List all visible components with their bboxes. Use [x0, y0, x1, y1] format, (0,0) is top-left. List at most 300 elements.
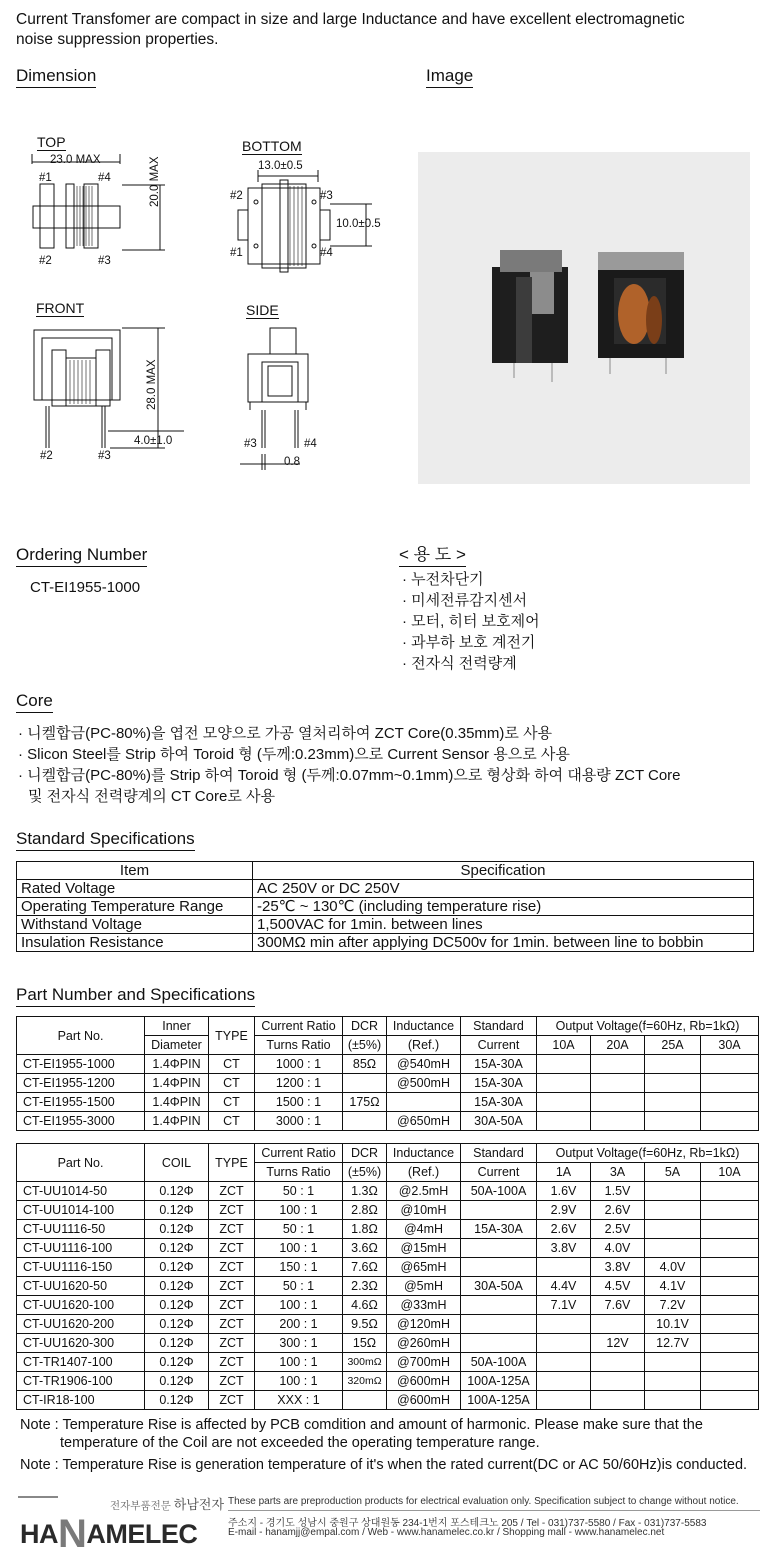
- table-cell: [701, 1353, 759, 1372]
- table-row: [17, 1258, 759, 1277]
- table-cell: CT-EI1955-3000: [17, 1112, 145, 1131]
- spec-item: Insulation Resistance: [17, 934, 253, 952]
- table-cell: 50A-100A: [461, 1182, 537, 1201]
- core-item: 및 전자식 전력량계의 CT Core로 사용: [28, 788, 275, 805]
- col-current: Current: [461, 1163, 537, 1182]
- table-cell: 30A-50A: [461, 1112, 537, 1131]
- standard-specs-table: [16, 861, 754, 952]
- table-cell: 100 : 1: [255, 1296, 343, 1315]
- table-cell: [537, 1074, 591, 1093]
- dimension-drawing: [0, 150, 400, 480]
- table-cell: CT: [209, 1055, 255, 1074]
- table-cell: [645, 1112, 701, 1131]
- table-cell: 4.0V: [645, 1258, 701, 1277]
- table-cell: CT-TR1407-100: [17, 1353, 145, 1372]
- ordering-number-heading: Ordering Number: [16, 545, 147, 567]
- top-height-dim: 20.0 MAX: [149, 156, 161, 207]
- table-cell: 320mΩ: [343, 1372, 387, 1391]
- col-current-ratio: Current Ratio: [255, 1017, 343, 1036]
- table-cell: CT-UU1620-50: [17, 1277, 145, 1296]
- table-cell: @15mH: [387, 1239, 461, 1258]
- table-cell: CT-UU1620-100: [17, 1296, 145, 1315]
- table-cell: 15A-30A: [461, 1093, 537, 1112]
- table-cell: 200 : 1: [255, 1315, 343, 1334]
- table-cell: [645, 1353, 701, 1372]
- core-heading: Core: [16, 691, 53, 713]
- table-cell: [537, 1315, 591, 1334]
- table-cell: [645, 1055, 701, 1074]
- col-inductance: Inductance: [387, 1017, 461, 1036]
- table-row: [17, 1353, 759, 1372]
- table-cell: [701, 1112, 759, 1131]
- company-logo: [20, 1508, 198, 1556]
- table-row: [17, 1334, 759, 1353]
- table-cell: [645, 1182, 701, 1201]
- table-row: [17, 880, 754, 898]
- table-cell: 4.6Ω: [343, 1296, 387, 1315]
- table-cell: 175Ω: [343, 1093, 387, 1112]
- footer-divider: [228, 1510, 760, 1511]
- table-cell: 15A-30A: [461, 1220, 537, 1239]
- table-cell: [645, 1220, 701, 1239]
- table-cell: ZCT: [209, 1391, 255, 1410]
- table-cell: CT: [209, 1112, 255, 1131]
- table-cell: ZCT: [209, 1182, 255, 1201]
- table-cell: [591, 1315, 645, 1334]
- spec-value: 1,500VAC for 1min. between lines: [253, 916, 754, 934]
- table-cell: 3000 : 1: [255, 1112, 343, 1131]
- bottom-width-dim: 13.0±0.5: [258, 160, 303, 172]
- table-cell: ZCT: [209, 1277, 255, 1296]
- table-cell: 4.5V: [591, 1277, 645, 1296]
- table-header-row: [17, 1017, 759, 1036]
- col-ref: (Ref.): [387, 1163, 461, 1182]
- usage-list: [402, 569, 540, 674]
- col-turns-ratio: Turns Ratio: [255, 1036, 343, 1055]
- col-v4: 10A: [701, 1163, 759, 1182]
- front-pin-3: #3: [98, 450, 111, 462]
- table-cell: [701, 1182, 759, 1201]
- table-cell: [701, 1315, 759, 1334]
- table-cell: 1.6V: [537, 1182, 591, 1201]
- table-row: [17, 1239, 759, 1258]
- table-cell: 0.12Φ: [145, 1334, 209, 1353]
- bottom-pin-3: #3: [320, 190, 333, 202]
- bottom-pin-2: #2: [230, 190, 243, 202]
- table-cell: @540mH: [387, 1055, 461, 1074]
- spec-item: Rated Voltage: [17, 880, 253, 898]
- table-cell: ZCT: [209, 1220, 255, 1239]
- table-cell: 9.5Ω: [343, 1315, 387, 1334]
- table-cell: 1.4ΦPIN: [145, 1112, 209, 1131]
- side-pin-3: #3: [244, 438, 257, 450]
- table-cell: [591, 1074, 645, 1093]
- table-cell: 0.12Φ: [145, 1296, 209, 1315]
- top-width-dim: 23.0 MAX: [50, 154, 101, 166]
- table-cell: 1.4ΦPIN: [145, 1074, 209, 1093]
- bottom-height-dim: 10.0±0.5: [336, 218, 381, 230]
- table-cell: CT: [209, 1093, 255, 1112]
- col-v1: 10A: [537, 1036, 591, 1055]
- ct-parts-table: [16, 1016, 759, 1131]
- table-cell: 4.4V: [537, 1277, 591, 1296]
- dimension-heading: Dimension: [16, 66, 96, 88]
- table-cell: 50 : 1: [255, 1277, 343, 1296]
- intro-text: [16, 10, 766, 50]
- table-cell: 100 : 1: [255, 1372, 343, 1391]
- table-cell: [461, 1239, 537, 1258]
- footer-address: 주소지 - 경기도 성남시 중원구 상대원동 234-1번지 포스테크노 205 / Tel - 031)737-5580 / Fax - 031)737-5583: [228, 1518, 707, 1529]
- table-cell: 0.12Φ: [145, 1277, 209, 1296]
- table-cell: [701, 1277, 759, 1296]
- table-cell: @650mH: [387, 1112, 461, 1131]
- spec-item: Operating Temperature Range: [17, 898, 253, 916]
- table-cell: [537, 1353, 591, 1372]
- table-cell: [591, 1093, 645, 1112]
- table-cell: 0.12Φ: [145, 1372, 209, 1391]
- col-coil: COIL: [145, 1144, 209, 1182]
- table-cell: [701, 1220, 759, 1239]
- spec-item: Withstand Voltage: [17, 916, 253, 934]
- footer-rule-left: [18, 1496, 58, 1498]
- front-height-dim: 28.0 MAX: [146, 359, 158, 410]
- intro-line-1: Current Transfomer are compact in size and large Inductance and have excellent electromagnetic: [16, 11, 685, 28]
- table-cell: 7.2V: [645, 1296, 701, 1315]
- table-cell: 4.1V: [645, 1277, 701, 1296]
- table-cell: ZCT: [209, 1353, 255, 1372]
- image-heading: Image: [426, 66, 473, 88]
- col-dcr: DCR: [343, 1017, 387, 1036]
- table-cell: 2.9V: [537, 1201, 591, 1220]
- table-cell: [701, 1391, 759, 1410]
- top-pin-4: #4: [98, 172, 111, 184]
- top-pin-1: #1: [39, 172, 52, 184]
- table-cell: 12V: [591, 1334, 645, 1353]
- table-cell: [645, 1372, 701, 1391]
- col-v1: 1A: [537, 1163, 591, 1182]
- table-row: [17, 1093, 759, 1112]
- col-current-ratio: Current Ratio: [255, 1144, 343, 1163]
- table-cell: @2.5mH: [387, 1182, 461, 1201]
- col-v4: 30A: [701, 1036, 759, 1055]
- table-cell: 0.12Φ: [145, 1353, 209, 1372]
- table-cell: CT: [209, 1074, 255, 1093]
- table-cell: ZCT: [209, 1258, 255, 1277]
- col-standard: Standard: [461, 1144, 537, 1163]
- table-cell: [645, 1391, 701, 1410]
- col-part-no: Part No.: [17, 1017, 145, 1055]
- usage-item: · 미세전류감지센서: [402, 592, 528, 609]
- top-pin-2: #2: [39, 255, 52, 267]
- col-diameter: Diameter: [145, 1036, 209, 1055]
- table-cell: ZCT: [209, 1315, 255, 1334]
- table-cell: @260mH: [387, 1334, 461, 1353]
- table-cell: [701, 1055, 759, 1074]
- col-v2: 3A: [591, 1163, 645, 1182]
- table-cell: [701, 1093, 759, 1112]
- table-cell: @5mH: [387, 1277, 461, 1296]
- table-cell: 0.12Φ: [145, 1220, 209, 1239]
- table-cell: [701, 1372, 759, 1391]
- table-cell: [461, 1201, 537, 1220]
- table-cell: 4.0V: [591, 1239, 645, 1258]
- col-inductance: Inductance: [387, 1144, 461, 1163]
- note-1-line-2: temperature of the Coil are not exceeded the operating temperature range.: [60, 1435, 540, 1451]
- table-cell: @600mH: [387, 1391, 461, 1410]
- table-cell: 1200 : 1: [255, 1074, 343, 1093]
- table-cell: XXX : 1: [255, 1391, 343, 1410]
- table-cell: 0.12Φ: [145, 1239, 209, 1258]
- header-specification: Specification: [253, 862, 754, 880]
- zct-parts-table: [16, 1143, 759, 1410]
- table-header-row: [17, 862, 754, 880]
- table-cell: CT-EI1955-1200: [17, 1074, 145, 1093]
- table-cell: 3.6Ω: [343, 1239, 387, 1258]
- table-cell: [343, 1074, 387, 1093]
- table-cell: CT-EI1955-1000: [17, 1055, 145, 1074]
- table-row: [17, 1112, 759, 1131]
- note-1: [20, 1416, 770, 1452]
- table-cell: 1000 : 1: [255, 1055, 343, 1074]
- header-item: Item: [17, 862, 253, 880]
- table-cell: 0.12Φ: [145, 1315, 209, 1334]
- side-view-label: SIDE: [246, 302, 279, 318]
- core-list: [18, 723, 768, 807]
- table-row: [17, 1220, 759, 1239]
- table-cell: CT-UU1116-100: [17, 1239, 145, 1258]
- usage-item: · 과부하 보호 계전기: [402, 634, 536, 651]
- table-cell: 50 : 1: [255, 1220, 343, 1239]
- table-cell: 50 : 1: [255, 1182, 343, 1201]
- table-cell: 0.12Φ: [145, 1258, 209, 1277]
- footer-disclaimer: These parts are preproduction products for electrical evaluation only. Specification subject to change without notice.: [228, 1496, 739, 1507]
- table-cell: CT-UU1620-200: [17, 1315, 145, 1334]
- col-output-voltage: Output Voltage(f=60Hz, Rb=1kΩ): [537, 1144, 759, 1163]
- table-cell: 7.6Ω: [343, 1258, 387, 1277]
- table-cell: 15A-30A: [461, 1074, 537, 1093]
- table-cell: [537, 1112, 591, 1131]
- col-part-no: Part No.: [17, 1144, 145, 1182]
- table-cell: 1.8Ω: [343, 1220, 387, 1239]
- table-cell: 100A-125A: [461, 1391, 537, 1410]
- table-row: [17, 1201, 759, 1220]
- table-cell: [645, 1239, 701, 1258]
- usage-heading: < 용 도 >: [399, 545, 466, 567]
- table-cell: 0.12Φ: [145, 1201, 209, 1220]
- standard-specs-heading: Standard Specifications: [16, 829, 195, 851]
- table-cell: [591, 1112, 645, 1131]
- spec-value: -25℃ ~ 130℃ (including temperature rise): [253, 898, 754, 916]
- table-cell: [343, 1391, 387, 1410]
- table-cell: 1.4ΦPIN: [145, 1093, 209, 1112]
- table-cell: 100 : 1: [255, 1239, 343, 1258]
- spec-value: AC 250V or DC 250V: [253, 880, 754, 898]
- core-item: · 니켈합금(PC-80%)을 엽전 모양으로 가공 열처리하여 ZCT Core(0.35mm)로 사용: [18, 725, 553, 742]
- table-cell: 7.6V: [591, 1296, 645, 1315]
- logo-ha: HA: [20, 1519, 58, 1549]
- table-cell: 12.7V: [645, 1334, 701, 1353]
- part-specs-heading: Part Number and Specifications: [16, 985, 255, 1007]
- table-cell: CT-EI1955-1500: [17, 1093, 145, 1112]
- table-cell: CT-UU1116-50: [17, 1220, 145, 1239]
- table-row: [17, 934, 754, 952]
- table-cell: [343, 1112, 387, 1131]
- logo-n: N: [58, 1512, 87, 1556]
- table-cell: 100 : 1: [255, 1353, 343, 1372]
- table-cell: 300mΩ: [343, 1353, 387, 1372]
- table-cell: @120mH: [387, 1315, 461, 1334]
- table-cell: @65mH: [387, 1258, 461, 1277]
- col-inner: Inner: [145, 1017, 209, 1036]
- side-pin-dim: 0.8: [284, 456, 300, 468]
- table-cell: [461, 1258, 537, 1277]
- table-cell: [591, 1372, 645, 1391]
- table-cell: CT-IR18-100: [17, 1391, 145, 1410]
- table-cell: [701, 1258, 759, 1277]
- table-row: [17, 1372, 759, 1391]
- table-cell: [537, 1093, 591, 1112]
- table-cell: 2.8Ω: [343, 1201, 387, 1220]
- tagline-korean: [110, 1494, 224, 1513]
- usage-item: · 모터, 히터 보호제어: [402, 613, 540, 630]
- table-cell: @600mH: [387, 1372, 461, 1391]
- col-type: TYPE: [209, 1017, 255, 1055]
- table-cell: ZCT: [209, 1372, 255, 1391]
- table-cell: [701, 1201, 759, 1220]
- table-cell: CT-UU1116-150: [17, 1258, 145, 1277]
- table-cell: [591, 1391, 645, 1410]
- table-cell: ZCT: [209, 1296, 255, 1315]
- front-pin-dim: 4.0±1.0: [134, 435, 173, 447]
- table-cell: 3.8V: [591, 1258, 645, 1277]
- intro-line-2: noise suppression properties.: [16, 31, 219, 48]
- table-cell: ZCT: [209, 1239, 255, 1258]
- product-photo: [418, 152, 750, 484]
- spec-value: 300MΩ min after applying DC500v for 1min. between line to bobbin: [253, 934, 754, 952]
- table-cell: 7.1V: [537, 1296, 591, 1315]
- table-cell: [645, 1093, 701, 1112]
- table-row: [17, 1182, 759, 1201]
- table-header-row: [17, 1144, 759, 1163]
- core-item: · Slicon Steel를 Strip 하여 Toroid 형 (두께:0.23mm)으로 Current Sensor 용으로 사용: [18, 746, 570, 763]
- table-cell: ZCT: [209, 1334, 255, 1353]
- col-dcr-tol: (±5%): [343, 1036, 387, 1055]
- table-cell: ZCT: [209, 1201, 255, 1220]
- bottom-view-label: BOTTOM: [242, 138, 302, 154]
- table-cell: CT-UU1014-50: [17, 1182, 145, 1201]
- bottom-pin-4: #4: [320, 247, 333, 259]
- col-standard: Standard: [461, 1017, 537, 1036]
- table-cell: 300 : 1: [255, 1334, 343, 1353]
- col-v3: 5A: [645, 1163, 701, 1182]
- table-cell: @700mH: [387, 1353, 461, 1372]
- table-cell: 150 : 1: [255, 1258, 343, 1277]
- col-type: TYPE: [209, 1144, 255, 1182]
- table-row: [17, 898, 754, 916]
- table-cell: 85Ω: [343, 1055, 387, 1074]
- table-cell: [461, 1315, 537, 1334]
- col-dcr: DCR: [343, 1144, 387, 1163]
- table-cell: 100 : 1: [255, 1201, 343, 1220]
- col-v3: 25A: [645, 1036, 701, 1055]
- table-cell: [645, 1074, 701, 1093]
- table-cell: [537, 1055, 591, 1074]
- table-row: [17, 1296, 759, 1315]
- table-cell: 50A-100A: [461, 1353, 537, 1372]
- note-1-line-1: Note : Temperature Rise is affected by PCB comdition and amount of harmonic. Please make sure that the: [20, 1417, 703, 1433]
- table-cell: CT-UU1620-300: [17, 1334, 145, 1353]
- table-cell: [461, 1334, 537, 1353]
- table-cell: @33mH: [387, 1296, 461, 1315]
- table-cell: [537, 1391, 591, 1410]
- front-view-label: FRONT: [36, 300, 85, 316]
- table-cell: @4mH: [387, 1220, 461, 1239]
- table-cell: [537, 1372, 591, 1391]
- table-cell: 2.6V: [591, 1201, 645, 1220]
- table-cell: 1.4ΦPIN: [145, 1055, 209, 1074]
- table-cell: [461, 1296, 537, 1315]
- product-photo-illustration: [418, 152, 750, 484]
- table-cell: CT-TR1906-100: [17, 1372, 145, 1391]
- table-cell: [387, 1093, 461, 1112]
- table-cell: 1500 : 1: [255, 1093, 343, 1112]
- table-cell: 15Ω: [343, 1334, 387, 1353]
- table-cell: @500mH: [387, 1074, 461, 1093]
- logo-amelec: AMELEC: [86, 1519, 198, 1549]
- side-pin-4: #4: [304, 438, 317, 450]
- table-cell: 0.12Φ: [145, 1391, 209, 1410]
- table-cell: [537, 1334, 591, 1353]
- usage-item: · 누전차단기: [402, 571, 484, 588]
- table-row: [17, 1074, 759, 1093]
- table-cell: 15A-30A: [461, 1055, 537, 1074]
- table-row: [17, 1315, 759, 1334]
- top-pin-3: #3: [98, 255, 111, 267]
- table-row: [17, 1277, 759, 1296]
- tagline-specialist: 전자부품전문: [110, 1500, 171, 1512]
- footer-contact: E-mail - hanamjj@empal.com / Web - www.hanamelec.co.kr / Shopping mall - www.hanamelec.net: [228, 1527, 665, 1538]
- table-cell: 0.12Φ: [145, 1182, 209, 1201]
- tagline-company: 하남전자: [173, 1497, 225, 1512]
- table-cell: [591, 1055, 645, 1074]
- table-cell: 2.6V: [537, 1220, 591, 1239]
- table-cell: [701, 1334, 759, 1353]
- bottom-pin-1: #1: [230, 247, 243, 259]
- col-turns-ratio: Turns Ratio: [255, 1163, 343, 1182]
- table-cell: CT-UU1014-100: [17, 1201, 145, 1220]
- table-cell: 2.5V: [591, 1220, 645, 1239]
- table-cell: [645, 1201, 701, 1220]
- table-cell: [701, 1296, 759, 1315]
- col-ref: (Ref.): [387, 1036, 461, 1055]
- table-cell: [701, 1074, 759, 1093]
- table-cell: 1.3Ω: [343, 1182, 387, 1201]
- table-cell: [701, 1239, 759, 1258]
- table-row: [17, 1055, 759, 1074]
- front-pin-2: #2: [40, 450, 53, 462]
- table-cell: 1.5V: [591, 1182, 645, 1201]
- col-output-voltage: Output Voltage(f=60Hz, Rb=1kΩ): [537, 1017, 759, 1036]
- col-dcr-tol: (±5%): [343, 1163, 387, 1182]
- table-cell: [591, 1353, 645, 1372]
- table-cell: 100A-125A: [461, 1372, 537, 1391]
- table-cell: 30A-50A: [461, 1277, 537, 1296]
- table-cell: @10mH: [387, 1201, 461, 1220]
- col-current: Current: [461, 1036, 537, 1055]
- usage-item: · 전자식 전력량계: [402, 655, 517, 672]
- note-2: Note : Temperature Rise is generation temperature of it's when the rated current(DC or AC 50/60Hz)is conducted.: [20, 1457, 748, 1473]
- table-cell: 3.8V: [537, 1239, 591, 1258]
